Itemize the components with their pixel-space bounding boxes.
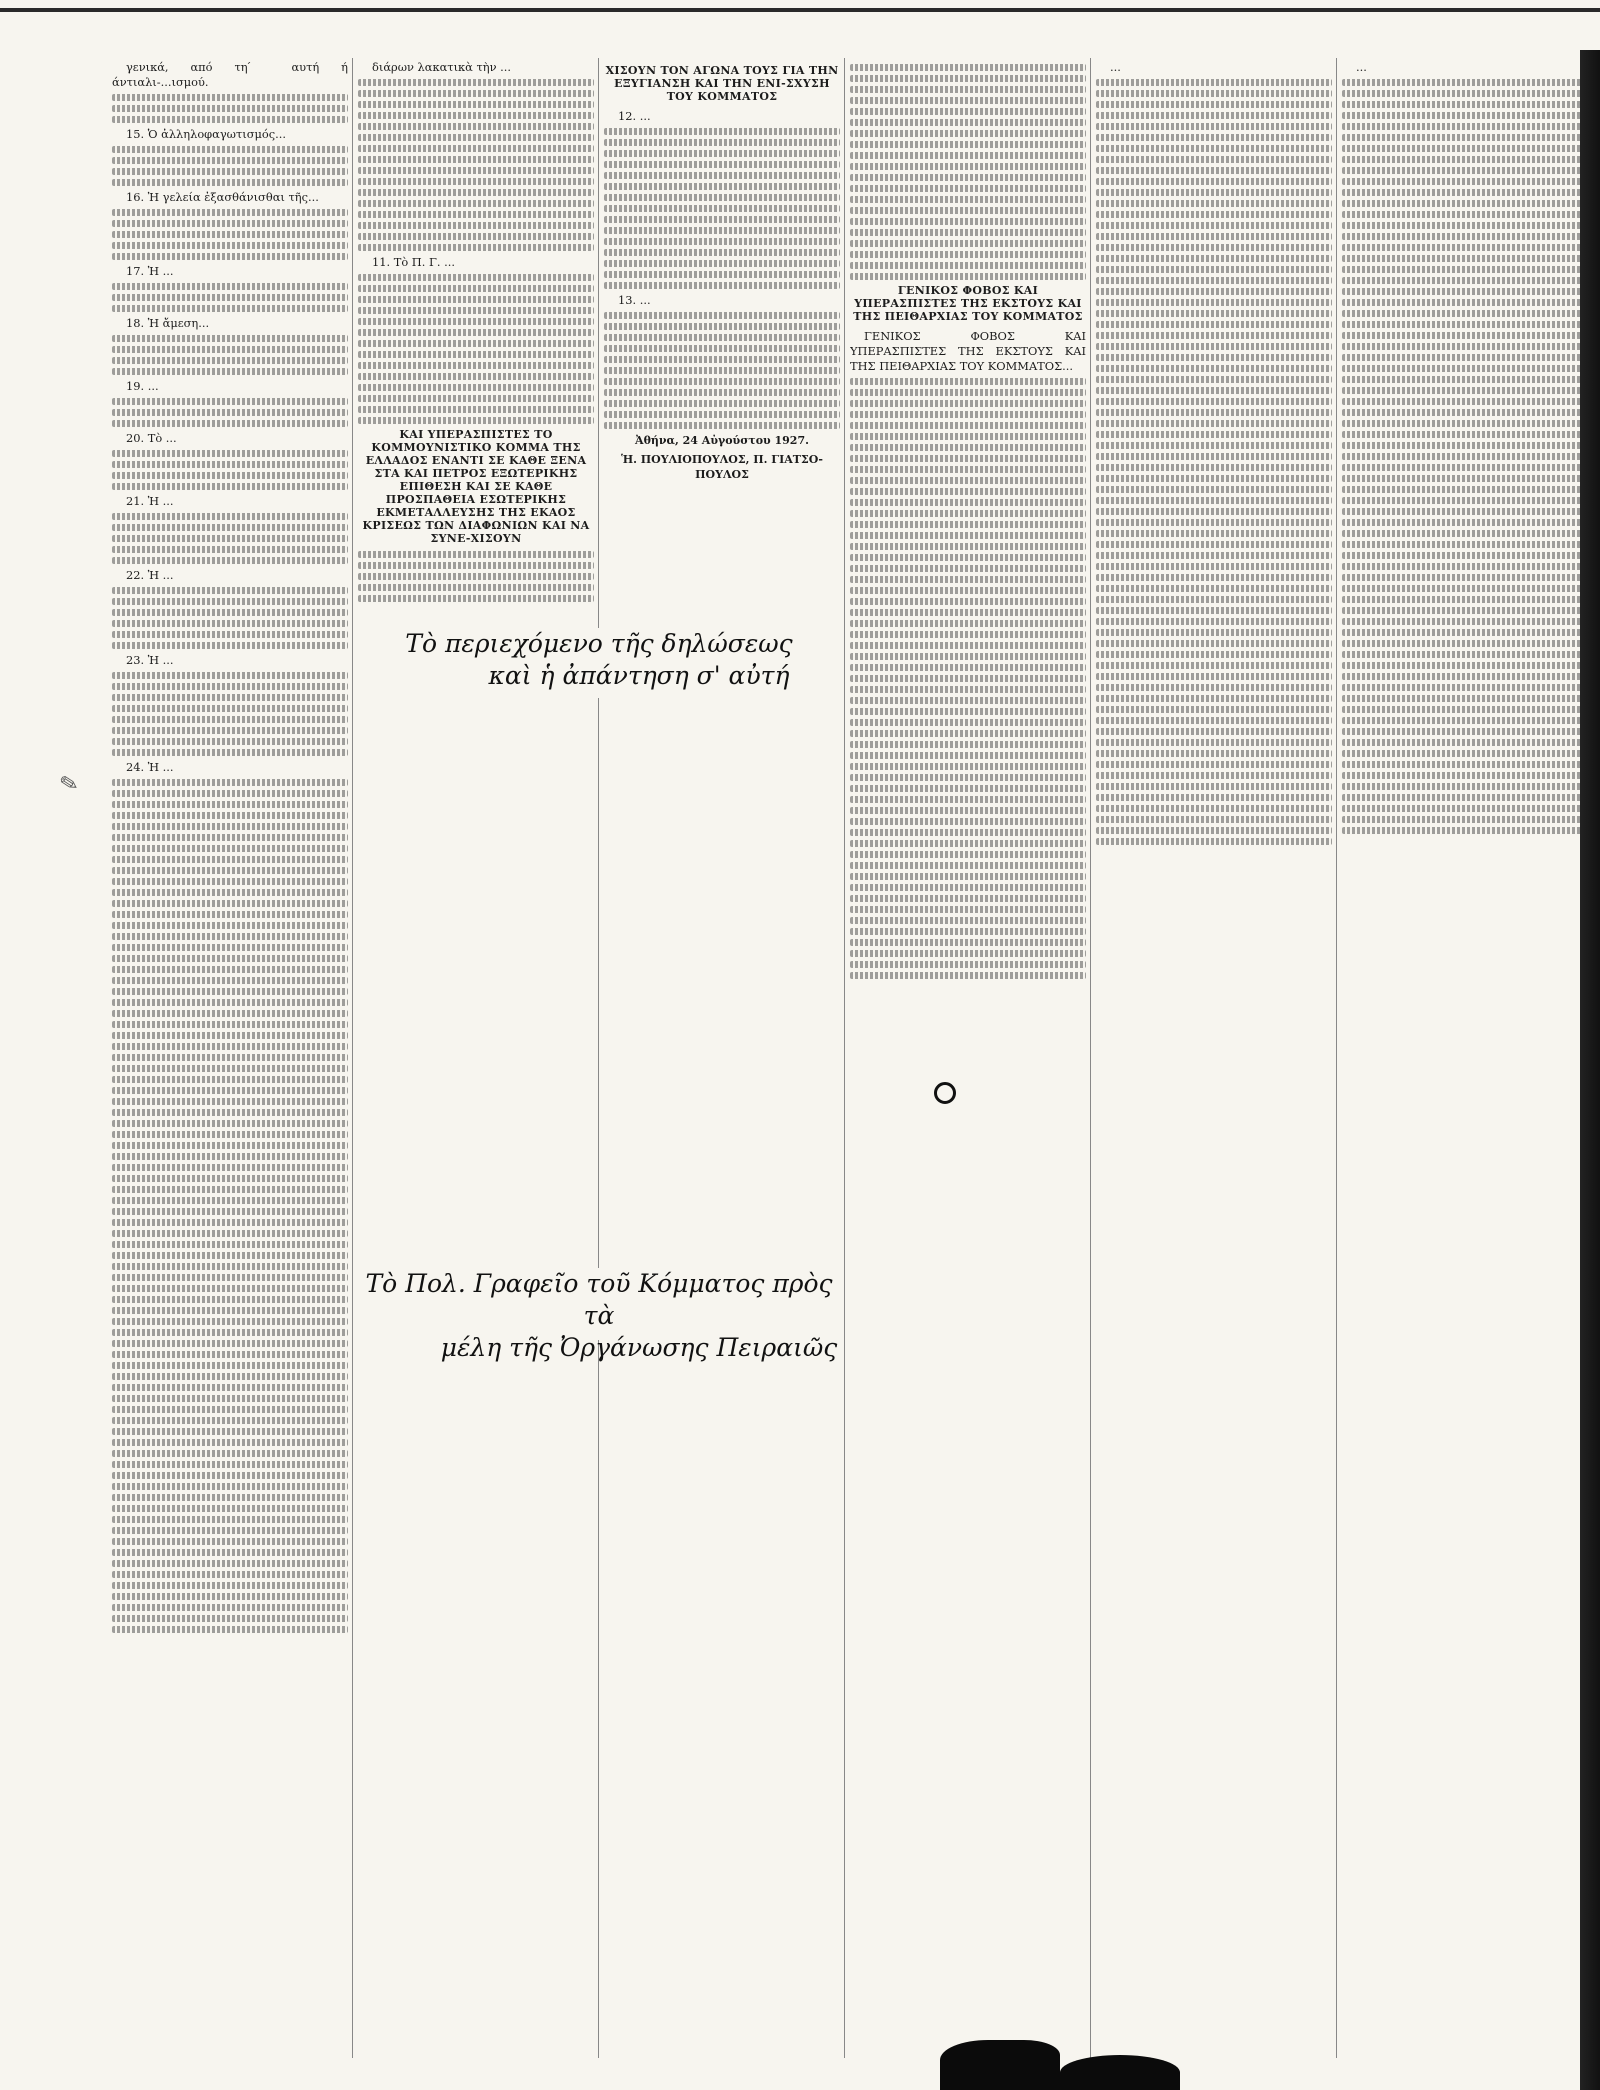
page-edge-shadow (1580, 50, 1600, 2090)
banner-headline-politburo (358, 1268, 840, 1362)
headline: ΚΑΙ ΥΠΕΡΑΣΠΙΣΤΕΣ ΤΟ ΚΟΜΜΟΥΝΙΣΤΙΚΟ ΚΟΜΜΑ ΤΗΣ ΕΛΛΑΔΟΣ ΕΝΑΝΤΙ ΣΕ ΚΑΘΕ ΞΕΝΑ ΣΤΑ ΚΑΙ ΠΕΤΡΟΣ ΕΞΩΤΕΡΙΚΗΣ ΕΠΙΘΕΣΗ ΚΑΙ ΣΕ ΚΑΘΕ ΠΡΟΣΠΑΘΕΙΑ ΕΣΩΤΕΡΙΚΗΣ ΕΚΜΕΤΑΛΛΕΥΣΗΣ ΤΗΣ ΕΚΑΟΣ ΚΡΙΣΕΩΣ ΤΩΝ ΔΙΑΦΩΝΙΩΝ ΚΑΙ ΝΑ ΣΥΝΕ-ΧΙΣΟΥΝ (362, 428, 590, 545)
dateline: Ἀθήνα, 24 Αὐγούστου 1927. (635, 434, 809, 447)
column-3 (604, 60, 840, 2070)
paragraph: 13. ... (618, 293, 651, 307)
paragraph: ΓΕΝΙΚΟΣ ΦΟΒΟΣ ΚΑΙ ΥΠΕΡΑΣΠΙΣΤΕΣ ΤΗΣ ΕΚΣΤΟΥΣ ΚΑΙ ΤΗΣ ΠΕΙΘΑΡΧΙΑΣ ΤΟΥ ΚΟΜΜΑΤΟΣ... (850, 329, 1086, 373)
paragraph: 15. Ὁ ἀλληλοφαγωτισμός... (126, 127, 286, 141)
column-4 (850, 60, 1086, 2070)
column-rule (844, 58, 845, 2058)
paragraph: 16. Ἡ γελεία ἐξασθάνισθαι τῆς... (126, 190, 319, 204)
column-3-text (604, 60, 840, 2070)
paragraph: γενικά, από τη ́ αυτή ή άντιαλι-...ισμού. (112, 60, 348, 89)
paragraph: 19. ... (126, 379, 159, 393)
paragraph: 12. ... (618, 109, 651, 123)
column-2 (358, 60, 594, 2070)
banner-line: Τὸ Πολ. Γραφεῖο τοῦ Κόμματος πρὸς τὰ (365, 1269, 833, 1330)
column-1 (112, 60, 348, 2070)
column-6 (1342, 60, 1582, 2070)
signature: Ἡ. ΠΟΥΛΙΟΠΟΥΛΟΣ, Π. ΓΙΑΤΣΟ-ΠΟΥΛΟΣ (621, 453, 823, 481)
column-rule (598, 58, 599, 2058)
banner-headline-declaration (358, 628, 840, 698)
page-damage (940, 2040, 1060, 2090)
banner-line: Τὸ περιεχόμενο τῆς δηλώσεως (405, 629, 793, 658)
column-6-text (1342, 60, 1582, 2070)
paragraph: 22. Ἡ ... (126, 568, 174, 582)
column-4-text (850, 60, 1086, 2070)
pencil-mark-icon: ✎ (57, 770, 81, 799)
paragraph: 21. Ἡ ... (126, 494, 174, 508)
paragraph: 20. Τὸ ... (126, 431, 177, 445)
column-5-text (1096, 60, 1332, 2070)
headline: ΧΙΣΟΥΝ ΤΟΝ ΑΓΩΝΑ ΤΟΥΣ ΓΙΑ ΤΗΝ ΕΞΥΓΙΑΝΣΗ ΚΑΙ ΤΗΝ ΕΝΙ-ΣΧΥΣΗ ΤΟΥ ΚΟΜΜΑΤΟΣ (605, 64, 839, 103)
paragraph: ... (1110, 60, 1121, 74)
column-2-text (358, 60, 594, 2070)
column-rule (1090, 58, 1091, 2058)
column-1-text (112, 60, 348, 2070)
paragraph: διάρων λακατικὰ τὴν ... (372, 60, 512, 74)
page-damage (1060, 2055, 1180, 2090)
paragraph: ... (1356, 60, 1367, 74)
banner-line: καὶ ἡ ἀπάντηση σ' αὐτή (488, 661, 790, 690)
column-rule (1336, 58, 1337, 2058)
column-5 (1096, 60, 1332, 2070)
paragraph: 18. Ἡ ἄμεση... (126, 316, 210, 330)
banner-line: μέλη τῆς Ὀργάνωσης Πειραιῶς (440, 1333, 838, 1362)
column-rule (352, 58, 353, 2058)
paragraph: 17. Ἡ ... (126, 264, 174, 278)
ornament-icon (934, 1082, 956, 1104)
paragraph: 24. Ἡ ... (126, 760, 174, 774)
paragraph: 11. Τὸ Π. Γ. ... (372, 255, 455, 269)
paragraph: 23. Ἡ ... (126, 653, 174, 667)
headline: ΓΕΝΙΚΟΣ ΦΟΒΟΣ ΚΑΙ ΥΠΕΡΑΣΠΙΣΤΕΣ ΤΗΣ ΕΚΣΤΟΥΣ ΚΑΙ ΤΗΣ ΠΕΙΘΑΡΧΙΑΣ ΤΟΥ ΚΟΜΜΑΤΟΣ (853, 284, 1083, 323)
top-rule (0, 8, 1600, 12)
